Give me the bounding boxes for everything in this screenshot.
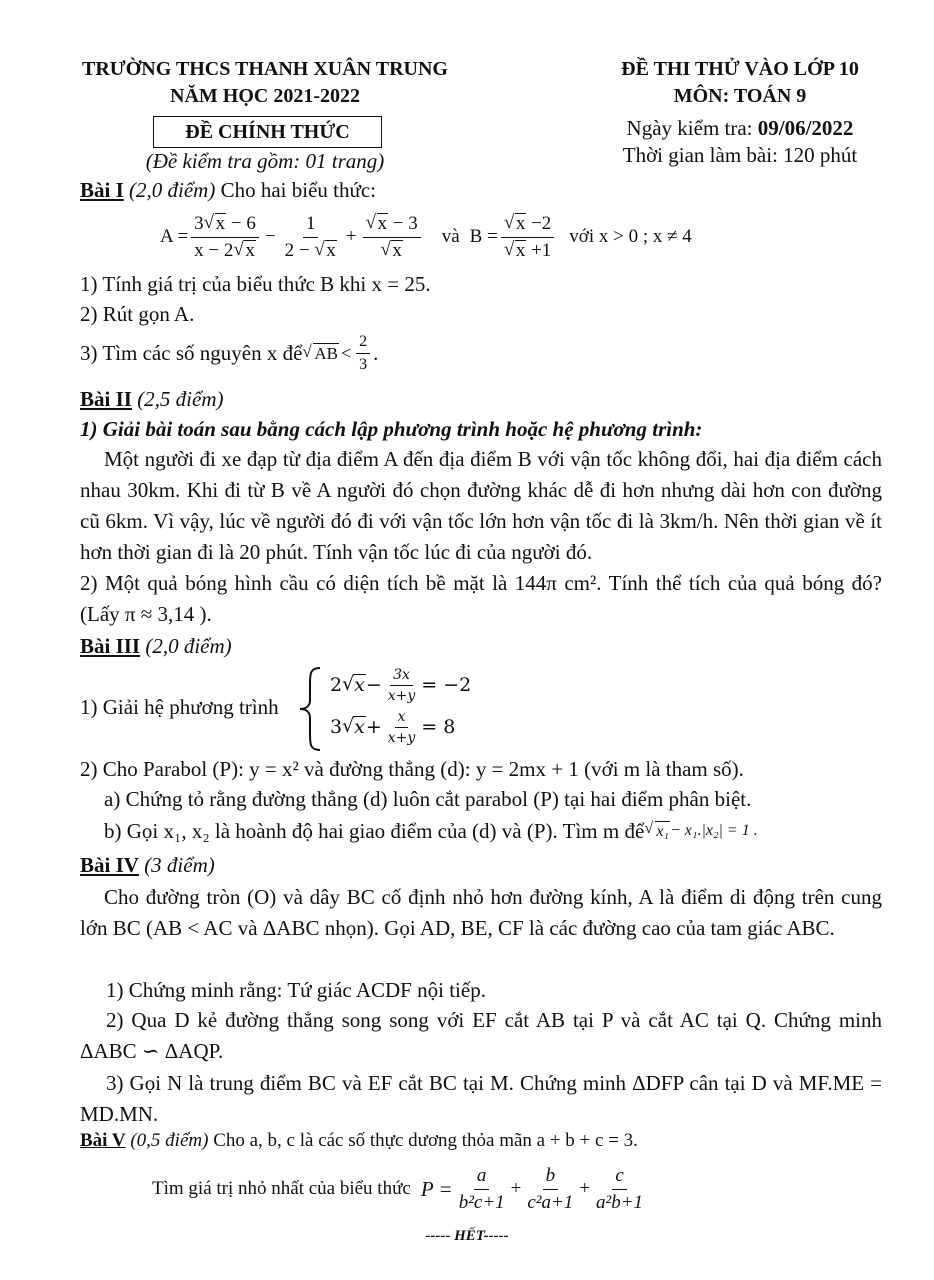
bai3-q2b (104, 814, 758, 848)
bai4-q2: 2) Qua D kẻ đường thẳng song song với EF cắt AB tại P và cắt AC tại Q. Chứng minh ΔABC ∽ ΔAQP. (80, 1008, 882, 1063)
bai5-title: Bài V (80, 1130, 126, 1151)
equation-1 (330, 664, 471, 706)
bai1-q2: 2) Rút gọn A. (80, 302, 195, 326)
sqrt-symbol (342, 674, 366, 696)
p-f3-den: a²b+1 (596, 1191, 644, 1213)
sqrt-symbol (233, 240, 256, 262)
bai3-q2b-text: b) Gọi x₁, x₂ là hoành độ hai giao điểm của (d) và (P). Tìm m để (104, 818, 645, 843)
bai1-title: Bài I (80, 178, 124, 202)
bai4-points: (3 điểm) (144, 853, 215, 877)
bai1-q3 (80, 330, 378, 376)
eq2-num: x (395, 709, 409, 728)
a-t2-den-rad: x (326, 239, 336, 261)
sqrt-symbol (504, 213, 527, 235)
bai4-q1: 1) Chứng minh rằng: Tứ giác ACDF nội tiếp. (106, 978, 486, 1002)
p-f1-den: b²c+1 (458, 1191, 505, 1213)
bai3-q2b-rad: x₁ (656, 822, 669, 840)
a-t2-num: 1 (303, 213, 319, 238)
expr-a-term3 (363, 213, 421, 262)
bai1-heading (80, 175, 376, 205)
bai1-expressions: A = $\frac{3√ x - 6}{x - 2√ x}$ − $\frac{1}{2 - √ x}$ + √ x − 3 √ x và B = √ x −2 √ x +1 với x > 0 ; x ≠ 4 (160, 210, 692, 264)
bai2-title: Bài II (80, 387, 132, 411)
exam-duration: Thời gian làm bài: 120 phút (622, 143, 858, 167)
bai5-heading (80, 1128, 638, 1154)
exam-date (560, 113, 920, 143)
eq2-rhs: = 8 (421, 716, 456, 738)
bai3-q1-label: 1) Giải hệ phương trình (80, 695, 279, 719)
bai1-q1: 1) Tính giá trị của biểu thức B khi x = 25. (80, 272, 431, 296)
condition: với x > 0 ; x ≠ 4 (569, 226, 692, 247)
bai5-intro: Cho a, b, c là các số thực dương thỏa mãn a + b + c = 3. (213, 1130, 638, 1151)
bai1-q3-text: 3) Tìm các số nguyên x để (80, 340, 303, 365)
sqrt-symbol (504, 240, 527, 262)
sqrt-symbol (380, 240, 403, 262)
expr-b-label: B = (469, 226, 498, 247)
bai4-intro: Cho đường tròn (O) và dây BC cố định nhỏ hơn đường kính, A là điểm di động trên cung lớn BC (AB < AC và ΔABC nhọn). Gọi AD, BE, CF là các đường cao của tam giác ABC. (80, 885, 882, 940)
equation-2 (330, 706, 455, 748)
sqrt-symbol (342, 716, 366, 738)
expr-b-fraction (501, 213, 554, 262)
eq2-fraction (385, 709, 419, 746)
b-num-rad: x (515, 212, 526, 234)
exam-date-label: Ngày kiểm tra: (626, 116, 758, 140)
b-den-rad: x (515, 239, 526, 261)
sqrt-symbol (314, 240, 337, 262)
bai3-q2a: a) Chứng tỏ rằng đường thẳng (d) luôn cắt parabol (P) tại hai điểm phân biệt. (104, 787, 752, 811)
a-t3-num-rad: x (377, 212, 388, 234)
school-name: TRƯỜNG THCS THANH XUÂN TRUNG (82, 58, 448, 80)
equation-system-brace (296, 664, 326, 754)
exam-title: ĐỀ THI THỬ VÀO LỚP 10 (621, 58, 859, 80)
bai1-points: (2,0 điểm) (129, 178, 216, 202)
bai1-q3-den: 3 (359, 355, 368, 373)
a-t3-num-rest: − 3 (388, 212, 418, 234)
bai3-heading (80, 631, 232, 661)
a-t1-den-a: x − 2 (194, 239, 234, 261)
p-f1-num: a (474, 1165, 490, 1190)
eq2-coef: 3 (330, 716, 343, 738)
school-year: NĂM HỌC 2021-2022 (170, 85, 360, 107)
exam-subject: MÔN: TOÁN 9 (673, 85, 807, 107)
bai2-sub1-text: Một người đi xe đạp từ địa điểm A đến địa điểm B với vận tốc không đổi, hai địa điểm cách nhau 30km. Khi đi từ B về A người đó chọn đường khác dễ đi hơn nhưng dài hơn con đường cũ 6km. Vì vậy, lúc về người đó đi với vận tốc lớn hơn vận tốc đi là 3km/h. Nên thời gian về ít hơn thời gian đi là 20 phút. Tính vận tốc lúc đi của người đó. (80, 447, 882, 564)
bai1-q3-rad: AB (314, 343, 339, 363)
eq1-rhs: = −2 (421, 674, 472, 696)
bai2-sub1-title: 1) Giải bài toán sau bằng cách lập phương trình hoặc hệ phương trình: (80, 417, 703, 441)
and-word: và (441, 226, 460, 247)
pages-note: (Đề kiểm tra gồm: 01 trang) (145, 149, 385, 173)
bai1-q3-lt: < (341, 342, 352, 363)
a-t1-den-rad: x (245, 239, 255, 261)
official-badge: ĐỀ CHÍNH THỨC (153, 116, 382, 148)
bai2-points: (2,5 điểm) (137, 387, 224, 411)
a-t3-den-rad: x (392, 239, 402, 261)
bai3-q2: 2) Cho Parabol (P): y = x² và đường thẳng (d): y = 2mx + 1 (với m là tham số). (80, 757, 744, 781)
bai4-q3: 3) Gọi N là trung điểm BC và EF cắt BC tại M. Chứng minh ΔDFP cân tại D và MF.ME = MD.MN. (80, 1071, 882, 1126)
a-t1-num-rad: x (215, 212, 226, 234)
bai3-q2b-rest: − x₁.|x₂| = 1 . (669, 822, 758, 839)
b-num-rest: −2 (526, 212, 552, 234)
end-marker: ----- HẾT----- (425, 1228, 509, 1244)
bai2-sub2-text: 2) Một quả bóng hình cầu có diện tích bề mặt là 144π cm². Tính thể tích của quả bóng đó? (Lấy π ≈ 3,14 ). (80, 571, 882, 626)
bai1-q3-num: 2 (356, 333, 370, 354)
bai2-heading (80, 384, 224, 414)
bai1-intro: Cho hai biểu thức: (220, 178, 377, 202)
eq2-den: x+y (387, 729, 416, 746)
p-f3-num: c (612, 1165, 626, 1190)
eq1-op: − (365, 674, 382, 696)
sqrt-symbol (366, 213, 389, 235)
bai1-q3-fraction (356, 333, 370, 374)
bai4-heading (80, 850, 215, 880)
p-f2-num: b (543, 1165, 559, 1190)
bai5-question (152, 1160, 649, 1218)
expr-a-term1 (191, 213, 259, 262)
eq1-num: 3x (390, 667, 413, 686)
eq1-coef: 2 (330, 674, 343, 696)
p-f2-den: c²a+1 (527, 1191, 574, 1213)
bai3-points: (2,0 điểm) (145, 634, 232, 658)
eq1-fraction (385, 667, 419, 704)
bai4-title: Bài IV (80, 853, 139, 877)
bai1-q3-end: . (373, 340, 379, 365)
expr-a-label: A = (160, 226, 189, 247)
p-fraction-2 (524, 1165, 576, 1214)
p-fraction-3 (593, 1165, 646, 1214)
sqrt-symbol (204, 213, 227, 235)
b-den-rest: +1 (526, 239, 552, 261)
a-t1-num-coef: 3 (194, 212, 204, 234)
p-label: P = (420, 1176, 453, 1201)
eq1-den: x+y (387, 687, 416, 704)
sqrt-symbol (644, 821, 670, 842)
exam-date-value: 09/06/2022 (757, 116, 854, 140)
bai5-q-text: Tìm giá trị nhỏ nhất của biểu thức (152, 1178, 411, 1199)
bai5-points: (0,5 điểm) (130, 1130, 209, 1151)
eq1-rad: x (354, 674, 365, 696)
bai3-title: Bài III (80, 634, 141, 658)
a-t1-num-rest: − 6 (226, 212, 256, 234)
eq2-rad: x (354, 716, 365, 738)
sqrt-symbol (302, 343, 339, 364)
plus-sign: + (510, 1178, 522, 1199)
eq2-op: + (365, 716, 382, 738)
p-fraction-1 (456, 1165, 508, 1214)
a-t2-den-a: 2 − (284, 239, 315, 261)
plus-sign: + (579, 1178, 591, 1199)
expr-a-term2 (282, 213, 340, 262)
